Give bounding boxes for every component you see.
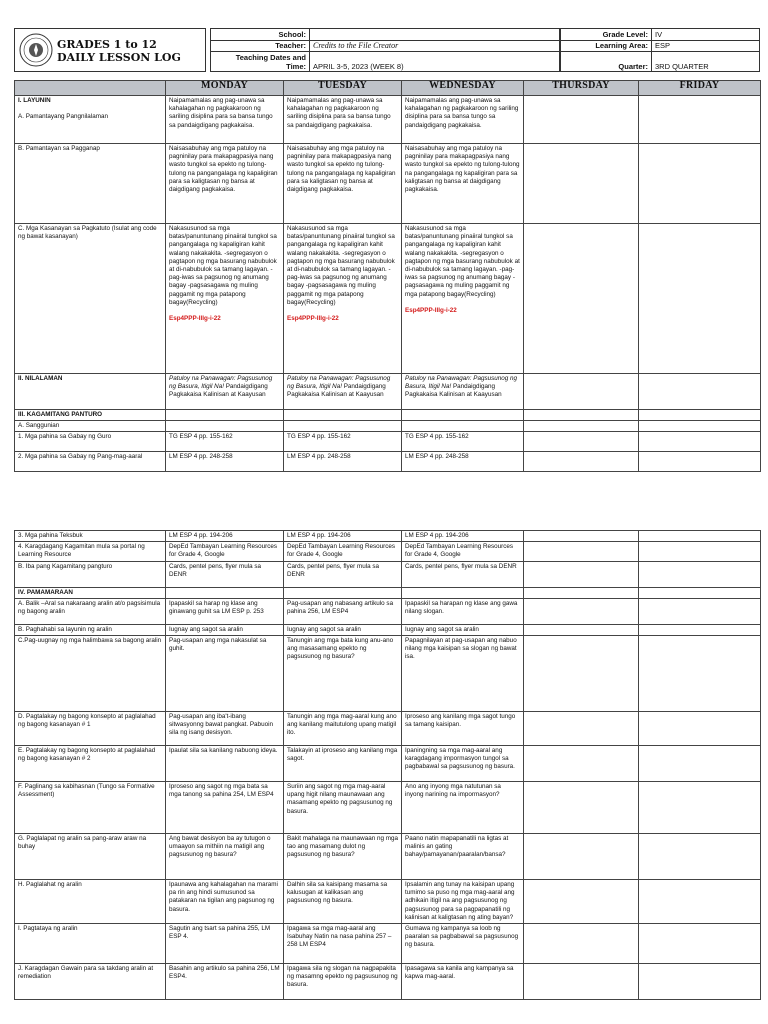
- row-gabay-guro: [15, 432, 761, 452]
- cell-tue: Tanungin ang mga mag-aaral kung ano ang kanilang maitutulong upang matigil ito.: [284, 712, 402, 746]
- cell-fri: [639, 374, 761, 410]
- cell-wed: Naisasabuhay ang mga patuloy na pagninilay para makapagpasiya nang wasto tungkol sa epekto ng tulong-tulong na pangangalaga ng kapaligiran para sa kaligtasan ng bansa at daigdigang pagkakaisa.: [402, 144, 524, 224]
- header: [14, 28, 760, 72]
- corner-cell: [15, 81, 166, 96]
- cell-wed: Naipamamalas ang pag-unawa sa kahalagahan ng pagkakaroon ng sariling disiplina para sa bansa tungo sa pandaigdigang pagkakaisa.: [402, 96, 524, 144]
- cell-tue: Naipamamalas ang pag-unawa sa kahalagahan ng pagkakaroon ng sariling disiplina para sa bansa tungo sa pandaigdigang pagkakaisa.: [284, 96, 402, 144]
- cell-thu: [524, 144, 639, 224]
- row-paglalapat: [15, 834, 761, 880]
- row-label: C.Pag-uugnay ng mga halimbawa sa bagong aralin: [15, 636, 166, 712]
- cell-wed: Papagnilayan at pag-usapan ang nabuo nilang mga kaisipan sa slogan ng bawat isa.: [402, 636, 524, 712]
- cell-mon: Ang bawat desisyon ba ay tutugon o umaayon sa mithiin na matigil ang pagsusunog ng basura?: [166, 834, 284, 880]
- day-tuesday: TUESDAY: [284, 81, 402, 96]
- area-label: Learning Area:: [561, 40, 652, 52]
- cell-wed: Patuloy na Panawagan: Pagsusunog ng Basura, Itigil Na! Pandaigdigang Pagkakaisa Kalinisan at Kaayusan: [402, 374, 524, 410]
- cell-mon: Nakasusunod sa mga batas/panuntunang pinaiiral tungkol sa pangangalaga ng kapaligiran kahit walang nakakakita. -segregasyon o pagtapon ng mga basurang nabubulok at di-nabubulok sa tamang lagayan. -pag-iwas sa pagsunog ng anumang bagay -pagsasagawa ng muling paggamit ng mga patapong bagay(Recycling) Esp4PPP-IIIg-i-22: [166, 224, 284, 374]
- dates-value: APRIL 3-5, 2023 (WEEK 8): [310, 52, 560, 72]
- row-mga-kasanayan: [15, 224, 761, 374]
- cell-mon: Cards, pentel pens, flyer mula sa DENR: [166, 561, 284, 587]
- row-pag-uugnay: [15, 636, 761, 712]
- cell-wed: Iugnay ang sagot sa aralin: [402, 624, 524, 635]
- school-value: [310, 29, 560, 41]
- section-kagamitan: III. KAGAMITANG PANTURO: [15, 410, 166, 421]
- row-label: D. Pagtalakay ng bagong konsepto at paglalahad ng bagong kasanayan # 1: [15, 712, 166, 746]
- cell-mon: TG ESP 4 pp. 155-162: [166, 432, 284, 452]
- row-label: B. Iba pang Kagamitang pangturo: [15, 561, 166, 587]
- lesson-table-2: [14, 530, 761, 1000]
- cell-tue: Tanungin ang mga bata kung anu-ano ang masasamang epekto ng pagsusunog ng basura?: [284, 636, 402, 712]
- cell-mon: Pag-usapan ang mga nakasulat sa guhit.: [166, 636, 284, 712]
- row-gabay-mag-aaral: [15, 452, 761, 472]
- row-label: G. Paglalapat ng aralin sa pang-araw araw na buhay: [15, 834, 166, 880]
- row-label: H. Paglalahat ng aralin: [15, 880, 166, 924]
- cell-wed: DepEd Tambayan Learning Resources for Grade 4, Google: [402, 542, 524, 561]
- day-header-row: [15, 81, 761, 96]
- row-label: A. Sanggunian: [15, 421, 166, 432]
- dates-label: Teaching Dates and Time:: [211, 52, 310, 72]
- row-kagamitang-panturo: [15, 410, 761, 421]
- cell-mon: LM ESP 4 pp. 194-206: [166, 531, 284, 542]
- cell-tue: Ipagawa sila ng slogan na nagpapakita ng masamng epekto ng pagsusunog ng basura.: [284, 964, 402, 1000]
- cell-wed: LM ESP 4 pp. 194-206: [402, 531, 524, 542]
- grade-value: IV: [652, 29, 760, 41]
- row-karagdagang-gawain: [15, 964, 761, 1000]
- cell-tue: TG ESP 4 pp. 155-162: [284, 432, 402, 452]
- quarter-value: 3RD QUARTER: [652, 52, 760, 72]
- cell-wed: Nakasusunod sa mga batas/panuntunang pinaiiral tungkol sa pangangalaga ng kapaligiran kahit walang nakakakita. -segregasyon o pagtapon ng mga basurang nabubulok at di-nabubulok sa tamang lagayan. -pag-iwas sa pagsunog ng anumang bagay -pagsasagawa ng muling paggamit ng mga patapong bagay(Recycling) Esp4PPP-IIIg-i-22: [402, 224, 524, 374]
- row-label: I. Pagtataya ng aralin: [15, 924, 166, 964]
- cell-wed: Ano ang inyong mga natutunan sa inyong narining na impormasyon?: [402, 782, 524, 834]
- cell-tue: Iugnay ang sagot sa aralin: [284, 624, 402, 635]
- cell-wed: Ipasagawa sa kanila ang kampanya sa kapwa mag-aaral.: [402, 964, 524, 1000]
- cell-wed: Gumawa ng kampanya sa loob ng paaralan sa pagbabawal sa pagsusunog ng basura.: [402, 924, 524, 964]
- row-label: A. Balik –Aral sa nakaraang aralin at/o pagsisimula ng bagong aralin: [15, 598, 166, 624]
- cell-tue: Bakit mahalaga na maunawaan ng mga tao ang masamang dulot ng pagsusunog ng basura?: [284, 834, 402, 880]
- row-label: 2. Mga pahina sa Gabay ng Pang-mag-aaral: [15, 452, 166, 472]
- header-info-left: [210, 28, 560, 72]
- cell-wed: Ipapaskil sa harapan ng klase ang gawa nilang slogan.: [402, 598, 524, 624]
- row-pamantayan-sa-pagganap: [15, 144, 761, 224]
- cell-wed: LM ESP 4 pp. 248-258: [402, 452, 524, 472]
- day-wednesday: WEDNESDAY: [402, 81, 524, 96]
- row-label: J. Karagdagan Gawain para sa takdang aralin at remediation: [15, 964, 166, 1000]
- deped-seal-icon: [19, 33, 53, 67]
- cell-mon: Ipaulat sila sa kanilang nabuong ideya.: [166, 746, 284, 782]
- row-label: B. Paghahabi sa layunin ng aralin: [15, 624, 166, 635]
- cell-mon: Naisasabuhay ang mga patuloy na pagninilay para makapagpasiya nang wasto tungkol sa epekto ng tulong-tulong na pangangalaga ng kapaligiran para sa kaligtasan ng bansa at daigdigang pagkakaisa.: [166, 144, 284, 224]
- row-pamamaraan: [15, 587, 761, 598]
- school-label: School:: [211, 29, 310, 41]
- cell-mon: Basahin ang artikulo sa pahina 256, LM ESP4.: [166, 964, 284, 1000]
- row-label: C. Mga Kasanayan sa Pagkatuto (Isulat ang code ng bawat kasanayan): [15, 224, 166, 374]
- lesson-log-page-1: [14, 28, 760, 472]
- row-label: E. Pagtalakay ng bagong konsepto at paglalahad ng bagong kasanayan # 2: [15, 746, 166, 782]
- row-pagtalakay-2: [15, 746, 761, 782]
- row-iba-pang-kagamitan: [15, 561, 761, 587]
- row-paglalahat: [15, 880, 761, 924]
- row-label: A. Pamantayang Pangnilalaman: [18, 113, 108, 121]
- cell-wed: Ipaningning sa mga mag-aaral ang karagdagang impormasyon tungol sa pagbabawal sa pagsusunog ng basura.: [402, 746, 524, 782]
- lesson-log-page-2: [14, 530, 760, 1000]
- row-pagtataya: [15, 924, 761, 964]
- row-nilalaman: [15, 374, 761, 410]
- cell-mon: Naipamamalas ang pag-unawa sa kahalagahan ng pagkakaroon ng sariling disiplina para sa bansa tungo sa pandaigdigang pagkakaisa.: [166, 96, 284, 144]
- section-nilalaman: II. NILALAMAN: [15, 374, 166, 410]
- cell-tue: Ipagawa sa mga mag-aaral ang Isabuhay Natin na nasa pahina 257 – 258 LM ESP4: [284, 924, 402, 964]
- cell-tue: LM ESP 4 pp. 248-258: [284, 452, 402, 472]
- area-value: ESP: [652, 40, 760, 52]
- quarter-label: Quarter:: [561, 52, 652, 72]
- cell-mon: Pag-usapan ang iba't-ibang sitwasyonng bawat pangkat. Pabuoin sila ng isang desisyon.: [166, 712, 284, 746]
- teacher-value: Credits to the File Creator: [310, 40, 560, 52]
- title-box: [14, 28, 206, 72]
- row-karagdagang-kagamitan: [15, 542, 761, 561]
- day-thursday: THURSDAY: [524, 81, 639, 96]
- row-label: 4. Karagdagang Kagamitan mula sa portal ng Learning Resource: [15, 542, 166, 561]
- cell-thu: [524, 224, 639, 374]
- cell-fri: [639, 144, 761, 224]
- title-line-1: GRADES 1 to 12: [57, 38, 157, 51]
- teacher-label: Teacher:: [211, 40, 310, 52]
- cell-tue: Cards, pentel pens, flyer mula sa DENR: [284, 561, 402, 587]
- cell-tue: Pag-usapan ang nabasang artikulo sa pahina 256, LM ESP4: [284, 598, 402, 624]
- section-pamamaraan: IV. PAMAMARAAN: [15, 587, 166, 598]
- lesson-table-1: [14, 80, 761, 472]
- row-paghahabi: [15, 624, 761, 635]
- cell-mon: Ipapaskil sa harap ng klase ang ginawang guhit sa LM ESP p. 253: [166, 598, 284, 624]
- day-friday: FRIDAY: [639, 81, 761, 96]
- day-monday: MONDAY: [166, 81, 284, 96]
- row-pagtalakay-1: [15, 712, 761, 746]
- row-teksbuk: [15, 531, 761, 542]
- cell-tue: Patuloy na Panawagan: Pagsusunog ng Basura, Itigil Na! Pandaigdigang Pagkakaisa Kalinisan at Kaayusan: [284, 374, 402, 410]
- competency-code: Esp4PPP-IIIg-i-22: [169, 315, 221, 323]
- cell-thu: [524, 96, 639, 144]
- row-paglinang: [15, 782, 761, 834]
- row-balik-aral: [15, 598, 761, 624]
- row-label: 3. Mga pahina Teksbuk: [15, 531, 166, 542]
- row-label: 1. Mga pahina sa Gabay ng Guro: [15, 432, 166, 452]
- row-sanggunian: [15, 421, 761, 432]
- cell-mon: Ipaunawa ang kahalagahan na marami pa rin ang hindi sumusunod sa patakaran na tigilan ang pagsunog ng basura.: [166, 880, 284, 924]
- cell-tue: Naisasabuhay ang mga patuloy na pagninilay para makapagpasiya nang wasto tungkol sa epekto ng tulong-tulong na pangangalaga ng kapaligiran para sa kaligtasan ng bansa at daigdigang pagkakaisa.: [284, 144, 402, 224]
- cell-fri: [639, 224, 761, 374]
- cell-tue: DepEd Tambayan Learning Resources for Grade 4, Google: [284, 542, 402, 561]
- cell-thu: [524, 374, 639, 410]
- cell-mon: LM ESP 4 pp. 248-258: [166, 452, 284, 472]
- cell-tue: LM ESP 4 pp. 194-206: [284, 531, 402, 542]
- competency-code: Esp4PPP-IIIg-i-22: [405, 306, 457, 314]
- row-label: B. Pamantayan sa Pagganap: [15, 144, 166, 224]
- cell-tue: Talakayin at iproseso ang kanilang mga sagot.: [284, 746, 402, 782]
- cell-wed: Paano natin mapapanatili na ligtas at malinis an gating bahay/pamayanan/paaralan/bansa?: [402, 834, 524, 880]
- cell-wed: Iproseso ang kanilang mga sagot tungo sa tamang kaisipan.: [402, 712, 524, 746]
- cell-fri: [639, 96, 761, 144]
- cell-wed: TG ESP 4 pp. 155-162: [402, 432, 524, 452]
- grade-label: Grade Level:: [561, 29, 652, 41]
- cell-mon: Patuloy na Panawagan: Pagsusunog ng Basura, Itigil Na! Pandaigdigang Pagkakaisa Kalinisan at Kaayusan: [166, 374, 284, 410]
- competency-code: Esp4PPP-IIIg-i-22: [287, 315, 339, 323]
- cell-wed: Ipsalamin ang tunay na kaisipan upang tumimo sa puso ng mga mag-aaral ang adhikain itigil na ang pagsusunog ng pagsusunog para sa pagpapanatili ng kalinisan at kaligtasan ng ating bayan?: [402, 880, 524, 924]
- cell-mon: Iugnay ang sagot sa aralin: [166, 624, 284, 635]
- cell-mon: DepEd Tambayan Learning Resources for Grade 4, Google: [166, 542, 284, 561]
- section-layunin: I. LAYUNIN: [18, 97, 51, 104]
- row-pamantayang-pangnilalaman: [15, 96, 761, 144]
- row-label: F. Paglinang sa kabihasnan (Tungo sa Formative Assessment): [15, 782, 166, 834]
- title-line-2: DAILY LESSON LOG: [57, 51, 181, 64]
- cell-tue: Dalhin sila sa kaisipang masama sa kalusugan at kalikasan ang pagsusunog ng basura.: [284, 880, 402, 924]
- cell-mon: Iproseso ang sagot ng mga bata sa mga tanong sa pahina 254, LM ESP4: [166, 782, 284, 834]
- cell-wed: Cards, pentel pens, flyer mula sa DENR: [402, 561, 524, 587]
- cell-mon: Sagutin ang tsart sa pahina 255, LM ESP 4.: [166, 924, 284, 964]
- header-info-right: [560, 28, 760, 72]
- cell-tue: Suriin ang sagot ng mga mag-aaral upang higit nilang maunawaan ang masamang epekto ng pagsusunog ng basura.: [284, 782, 402, 834]
- cell-tue: Nakasusunod sa mga batas/panuntunang pinaiiral tungkol sa pangangalaga ng kapaligiran kahit walang nakakakita. -segregasyon o pagtapon ng mga basurang nabubulok at di-nabubulok sa tamang lagayan. -pag-iwas sa pagsunog ng anumang bagay -pagsasagawa ng muling paggamit ng mga patapong bagay(Recycling) Esp4PPP-IIIg-i-22: [284, 224, 402, 374]
